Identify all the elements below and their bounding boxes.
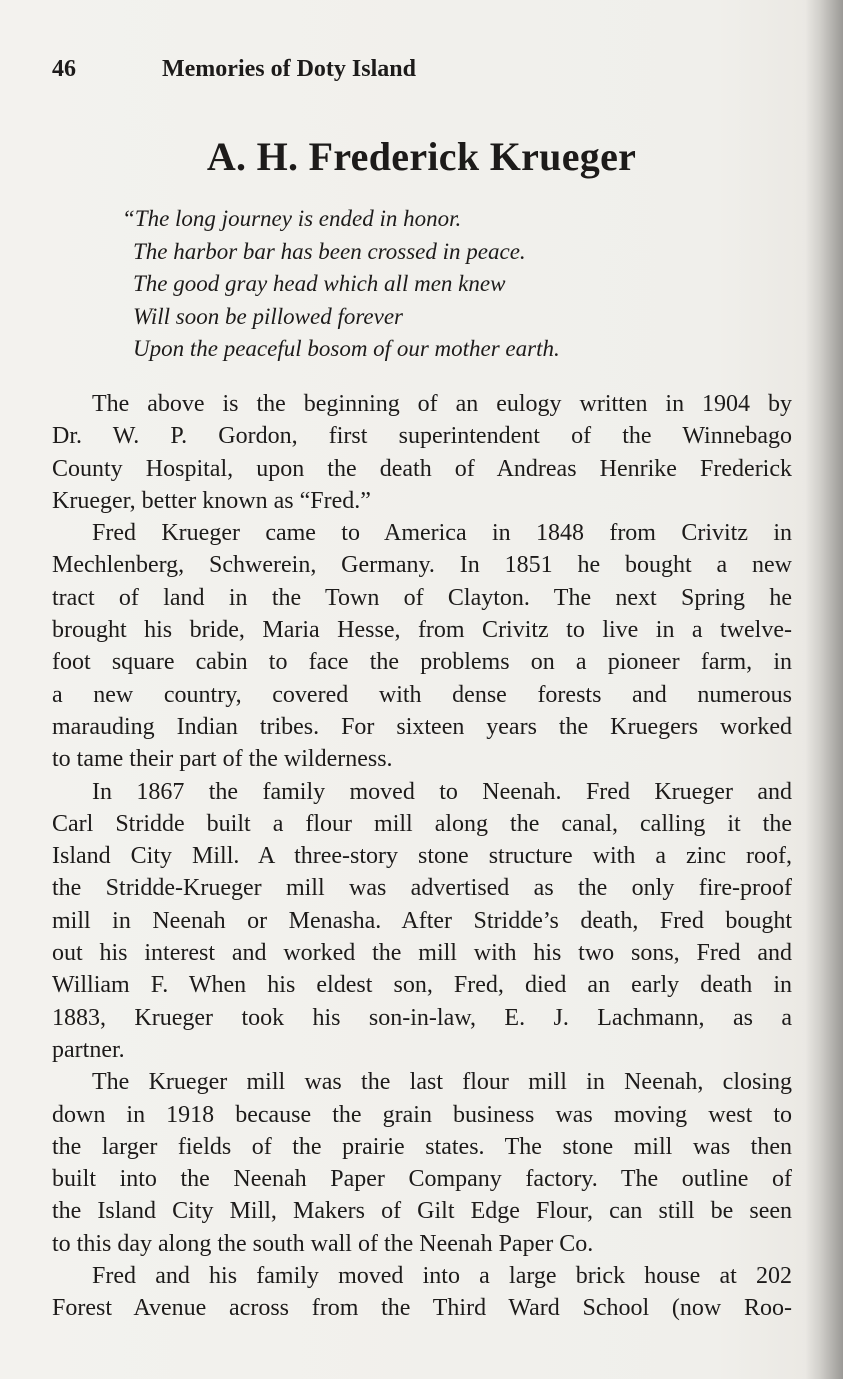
poem-line: The good gray head which all men knew xyxy=(133,271,506,296)
poem-line: Will soon be pillowed forever xyxy=(133,303,404,329)
text-line: brought his bride, Maria Hesse, from Crivitz to live in a twelve- xyxy=(52,617,792,644)
text-line: Krueger, better known as “Fred.” xyxy=(52,487,371,514)
running-header xyxy=(52,56,416,83)
text-line: down in 1918 because the grain business was moving west to xyxy=(52,1101,792,1128)
body-text xyxy=(52,388,792,1325)
poem-line: “The long journey is ended in honor. xyxy=(122,206,462,231)
text-line: partner. xyxy=(52,1036,125,1063)
text-line: Carl Stridde built a flour mill along the canal, calling it the xyxy=(52,810,792,837)
page-number: 46 xyxy=(52,56,76,82)
text-line: the Stridde-Krueger mill was advertised as the only fire-proof xyxy=(52,875,792,902)
text-line: the Island City Mill, Makers of Gilt Edge Flour, can still be seen xyxy=(52,1198,792,1225)
text-line: tract of land in the Town of Clayton. The next Spring he xyxy=(52,584,792,611)
text-line: built into the Neenah Paper Company factory. The outline of xyxy=(52,1166,792,1193)
text-line: William F. When his eldest son, Fred, died an early death in xyxy=(52,972,792,999)
text-line: a new country, covered with dense forests and numerous xyxy=(52,681,792,708)
text-line: Island City Mill. A three-story stone structure with a zinc roof, xyxy=(52,843,792,870)
book-title: Memories of Doty Island xyxy=(162,56,416,82)
poem-line: The harbor bar has been crossed in peace. xyxy=(133,238,526,264)
body-paragraph xyxy=(52,776,792,1067)
text-line: County Hospital, upon the death of Andreas Henrike Frederick xyxy=(52,455,792,482)
body-paragraph xyxy=(52,1260,792,1325)
text-line: mill in Neenah or Menasha. After Stridde’s death, Fred bought xyxy=(52,907,792,934)
text-line: marauding Indian tribes. For sixteen years the Kruegers worked xyxy=(52,713,792,740)
text-line: Mechlenberg, Schwerein, Germany. In 1851 he bought a new xyxy=(52,552,792,579)
text-line: The Krueger mill was the last flour mill in Neenah, closing xyxy=(92,1069,792,1096)
text-line: out his interest and worked the mill with his two sons, Fred and xyxy=(52,940,792,967)
text-line: to tame their part of the wilderness. xyxy=(52,746,393,773)
text-line: The above is the beginning of an eulogy written in 1904 by xyxy=(92,391,792,417)
body-paragraph xyxy=(52,1066,792,1260)
body-paragraph xyxy=(52,388,792,517)
text-line: In 1867 the family moved to Neenah. Fred Krueger and xyxy=(92,778,792,805)
text-line: to this day along the south wall of the Neenah Paper Co. xyxy=(52,1230,594,1257)
chapter-title: A. H. Frederick Krueger xyxy=(206,134,637,179)
text-line: Dr. W. P. Gordon, first superintendent of the Winnebago xyxy=(52,423,792,450)
text-line: 1883, Krueger took his son-in-law, E. J. Lachmann, as a xyxy=(52,1004,792,1031)
text-line: the larger fields of the prairie states. The stone mill was then xyxy=(52,1133,792,1160)
text-line: Fred Krueger came to America in 1848 from Crivitz in xyxy=(92,520,792,547)
text-line: Forest Avenue across from the Third Ward School (now Roo- xyxy=(52,1295,792,1322)
text-line: foot square cabin to face the problems on a pioneer farm, in xyxy=(52,649,792,676)
text-line: Fred and his family moved into a large brick house at 202 xyxy=(92,1263,792,1290)
epigraph-poem xyxy=(122,203,560,366)
page-edge-shadow xyxy=(805,0,843,1379)
body-paragraph xyxy=(52,517,792,775)
poem-line: Upon the peaceful bosom of our mother earth. xyxy=(133,336,560,361)
